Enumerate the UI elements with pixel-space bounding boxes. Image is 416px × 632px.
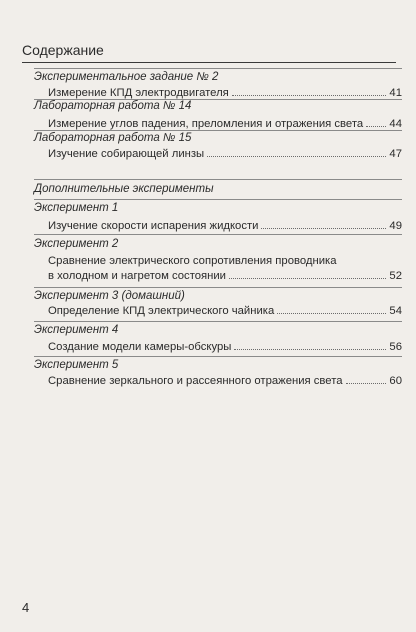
section-title: Эксперимент 3 (домашний)	[34, 290, 185, 302]
toc-entry[interactable]	[48, 147, 402, 162]
entry-text: Измерение углов падения, преломления и отражения света	[48, 118, 364, 130]
entry-text: Создание модели камеры-обскуры	[48, 341, 232, 353]
toc-entry[interactable]	[48, 304, 402, 319]
section-divider	[34, 321, 402, 322]
toc-entry[interactable]	[48, 340, 402, 355]
page-number: 54	[389, 305, 402, 317]
page-number: 49	[389, 220, 402, 232]
folio-page-number: 4	[22, 600, 30, 615]
section-title: Экспериментальное задание № 2	[34, 71, 219, 83]
page-number: 44	[389, 118, 402, 130]
page-number: 56	[389, 341, 402, 353]
section-title: Эксперимент 2	[34, 238, 119, 250]
leader-dots	[366, 126, 386, 127]
header-rule	[22, 62, 396, 63]
leader-dots	[232, 95, 387, 96]
leader-dots	[229, 278, 386, 279]
leader-dots	[234, 349, 386, 350]
section-title: Эксперимент 4	[34, 324, 119, 336]
page-title: Содержание	[22, 42, 104, 58]
section-title: Лабораторная работа № 14	[34, 100, 192, 112]
entry-text: Измерение КПД электродвигателя	[48, 87, 229, 99]
leader-dots	[207, 156, 386, 157]
section-divider	[34, 199, 402, 200]
section-divider	[34, 234, 402, 235]
leader-dots	[261, 228, 386, 229]
section-divider	[34, 130, 402, 131]
section-divider	[34, 287, 402, 288]
toc-entry[interactable]	[48, 219, 402, 234]
page-number: 52	[389, 270, 402, 282]
section-title: Дополнительные эксперименты	[34, 183, 214, 195]
page-number: 47	[389, 148, 402, 160]
leader-dots	[346, 383, 387, 384]
entry-text: Изучение собирающей линзы	[48, 148, 205, 160]
section-divider	[34, 356, 402, 357]
section-title: Эксперимент 1	[34, 202, 119, 214]
section-title: Эксперимент 5	[34, 359, 119, 371]
toc-entry[interactable]	[48, 374, 402, 389]
section-title: Лабораторная работа № 15	[34, 132, 192, 144]
page-number: 60	[389, 375, 402, 387]
section-divider	[34, 68, 402, 69]
entry-text: Изучение скорости испарения жидкости	[48, 220, 259, 232]
entry-text: Сравнение электрического сопротивления проводника	[48, 255, 337, 267]
section-divider	[34, 179, 402, 180]
leader-dots	[277, 313, 386, 314]
entry-text: Определение КПД электрического чайника	[48, 305, 275, 317]
page-number: 41	[389, 87, 402, 99]
toc-entry[interactable]	[48, 254, 402, 284]
entry-text: Сравнение зеркального и рассеянного отражения света	[48, 375, 343, 387]
entry-text: в холодном и нагретом состоянии	[48, 270, 226, 282]
